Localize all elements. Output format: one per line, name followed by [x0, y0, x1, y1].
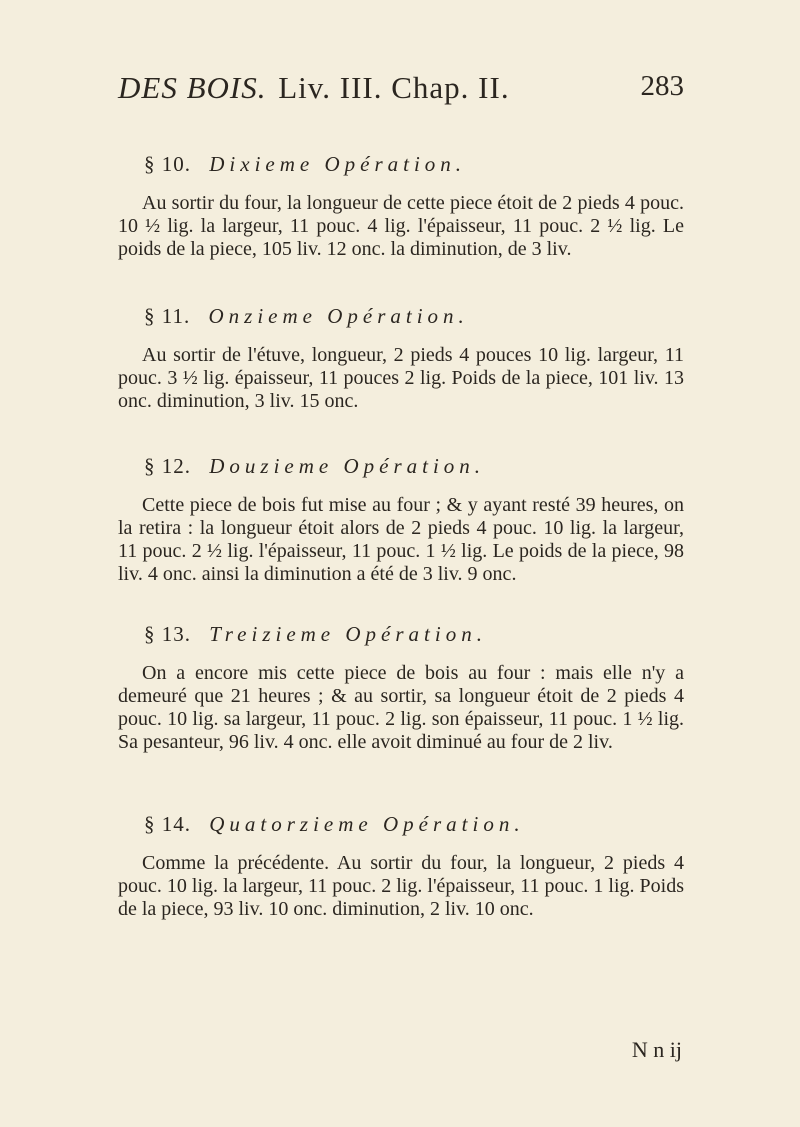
section-text: Cette piece de bois fut mise au four ; & y ayant resté 39 heures, on la retira : la longueur étoit alors de 2 pieds 4 pouc. 10 lig. la largeur, 11 pouc. 2 ½ lig. l'épaisseur, 11 pouc. 1 ½ lig. Le poids de la piece, 98 liv. 4 onc. ainsi la diminution a été de 3 liv. 9 onc.: [118, 494, 684, 585]
section-10: [118, 150, 684, 261]
running-head: [118, 70, 684, 106]
section-number: § 14.: [144, 812, 191, 836]
section-11: [118, 302, 684, 413]
page-number: 283: [640, 70, 684, 102]
section-heading: [144, 150, 684, 178]
section-text: On a encore mis cette piece de bois au four : mais elle n'y a demeuré que 21 heures ; & au sortir, sa longueur étoit de 2 pieds 4 pouc. 10 lig. sa largeur, 11 pouc. 2 lig. son épaisseur, 11 pouc. 1 ½ lig. Sa pesanteur, 96 liv. 4 onc. elle avoit diminué au four de 2 liv.: [118, 662, 684, 753]
section-number: § 11.: [144, 304, 191, 328]
running-head-title: DES BOIS.: [118, 70, 267, 105]
section-title: Quatorzieme Opération.: [209, 812, 525, 836]
section-title: Douzieme Opération.: [209, 454, 486, 478]
section-number: § 12.: [144, 454, 191, 478]
section-14: [118, 810, 684, 921]
section-heading: [144, 452, 684, 480]
section-12: [118, 452, 684, 586]
section-text: Au sortir du four, la longueur de cette piece étoit de 2 pieds 4 pouc. 10 ½ lig. la largeur, 11 pouc. 4 lig. l'épaisseur, 11 pouc. 2 ½ lig. Le poids de la piece, 105 liv. 12 onc. la diminution, de 3 liv.: [118, 192, 684, 260]
section-heading: [144, 620, 684, 648]
section-title: Dixieme Opération.: [209, 152, 467, 176]
section-text: Au sortir de l'étuve, longueur, 2 pieds 4 pouces 10 lig. largeur, 11 pouc. 3 ½ lig. épaisseur, 11 pouces 2 lig. Poids de la piece, 101 liv. 13 onc. diminution, 3 liv. 15 onc.: [118, 344, 684, 412]
section-13: [118, 620, 684, 754]
section-title: Treizieme Opération.: [209, 622, 487, 646]
section-title: Onzieme Opération.: [208, 304, 469, 328]
section-heading: [144, 810, 684, 838]
section-number: § 13.: [144, 622, 191, 646]
section-text: Comme la précédente. Au sortir du four, la longueur, 2 pieds 4 pouc. 10 lig. la largeur, 11 pouc. 2 lig. l'épaisseur, 11 pouc. 1 lig. Poids de la piece, 93 liv. 10 onc. diminution, 2 liv. 10 onc.: [118, 852, 684, 920]
signature-mark: N n ij: [631, 1037, 682, 1062]
section-heading: [144, 302, 684, 330]
running-head-chapter: Liv. III. Chap. II.: [278, 70, 510, 105]
section-number: § 10.: [144, 152, 191, 176]
